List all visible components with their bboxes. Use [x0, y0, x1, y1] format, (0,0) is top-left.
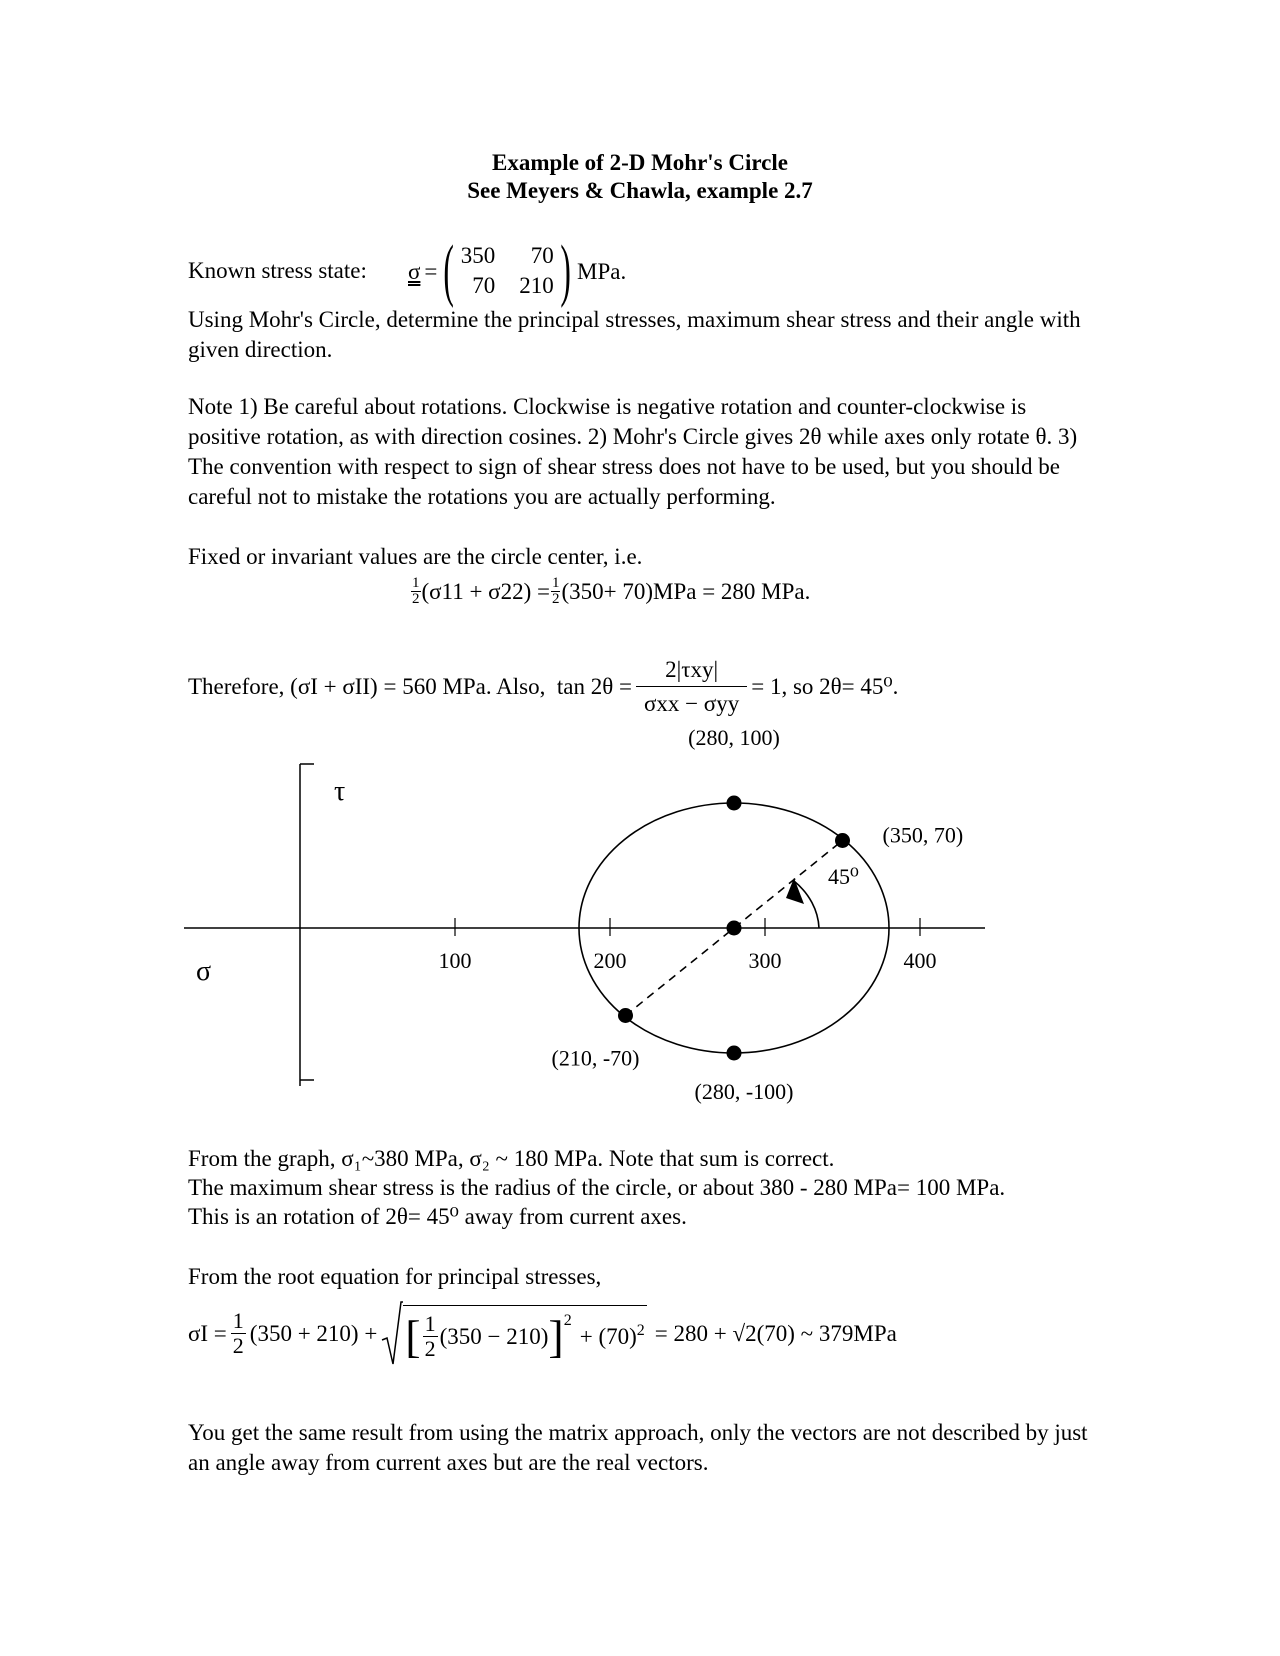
stress-matrix-equation [408, 232, 627, 309]
note-paragraph: Note 1) Be careful about rotations. Clockwise is negative rotation and counter-clockwise is positive rotation, as with direction cosines. 2) Mohr's Circle gives 2θ while axes only rotate θ. 3) The convention with respect to sign of shear stress does not have to be used, but you should be careful not to mistake the rotations you are actually performing. [188, 394, 1078, 509]
x-tick-label: 200 [593, 948, 627, 973]
half-fraction: $\frac{1}{2}$ [551, 575, 560, 607]
therefore-lead: Therefore, [188, 674, 285, 699]
sqrt-icon [381, 1300, 403, 1366]
center-value-expression: (350+ 70)MPa = 280 MPa. [561, 579, 811, 604]
data-point [835, 833, 850, 848]
shear-term: + (70) [579, 1324, 637, 1349]
data-point [727, 796, 742, 811]
result-line-3: This is an rotation of 2θ= 45⁰ away from current axes. [188, 1204, 687, 1229]
square-exponent: 2 [563, 1312, 572, 1329]
data-point [727, 1046, 742, 1061]
shear-exponent: 2 [636, 1322, 645, 1339]
matrix-cell: 210 [519, 273, 554, 298]
sigma-sum-expression: (σ11 + σ22) = [421, 579, 550, 604]
tan-denominator: σxx − σyy [643, 691, 740, 716]
principal-sum: (σI + σII) = 560 MPa [290, 674, 486, 699]
sigma-tensor-symbol: σ [408, 258, 421, 284]
half-fraction: $\frac{1}{2}$ [412, 575, 420, 607]
matrix-cell: 350 [460, 243, 496, 268]
tan-fraction [636, 655, 747, 718]
mean-term: (350 + 210) + [249, 1320, 378, 1346]
invariant-intro: Fixed or invariant values are the circle center, i.e. [188, 544, 643, 569]
tan-numerator: 2|τxy| [636, 655, 747, 687]
also-text: . Also, [485, 674, 546, 699]
sigma-axis-label: σ [196, 956, 212, 987]
tan-label: tan 2θ = [556, 674, 632, 699]
page-subtitle: See Meyers & Chawla, example 2.7 [467, 178, 813, 203]
root-equation [188, 1300, 897, 1366]
half-fraction: $\frac{1}{2}$ [232, 1307, 244, 1358]
half-fraction: $\frac{1}{2}$ [424, 1311, 436, 1361]
tan-result: = 1, so 2θ= 45⁰. [751, 674, 899, 699]
invariant-equation [410, 576, 810, 607]
stress-matrix [437, 232, 577, 309]
angle-arrowhead [786, 878, 804, 904]
result-line-2: The maximum shear stress is the radius of the circle, or about 380 - 280 MPa= 100 MPa. [188, 1175, 1006, 1200]
point-label: (280, 100) [688, 725, 780, 750]
tau-axis-label: τ [334, 776, 346, 807]
right-paren: ) [560, 232, 571, 309]
equals-sign: = [424, 258, 438, 284]
data-point [727, 921, 742, 936]
period: . [620, 258, 627, 284]
stress-state-label: Known stress state: [188, 258, 367, 283]
result-line-1: From the graph, σ₁~380 MPa, σ₂ ~ 180 MPa. Note that sum is correct. [188, 1146, 835, 1171]
left-paren: ( [443, 232, 455, 309]
point-label: (210, -70) [551, 1045, 640, 1071]
sigma-one-lhs: σI = [188, 1320, 227, 1346]
unit-label: MPa [577, 258, 621, 284]
left-bracket: [ [405, 1310, 421, 1362]
task-paragraph: Using Mohr's Circle, determine the principal stresses, maximum shear stress and their angle with given direction. [188, 307, 1081, 362]
matrix-cell: 70 [472, 273, 496, 298]
point-label: (280, -100) [694, 1079, 794, 1104]
x-tick-label: 400 [903, 948, 937, 973]
therefore-line [188, 655, 898, 718]
right-bracket: ] [548, 1310, 564, 1362]
page-title: Example of 2-D Mohr's Circle [492, 150, 788, 175]
x-tick-label: 100 [438, 948, 472, 973]
data-point [618, 1008, 633, 1023]
angle-label: 45⁰ [828, 864, 859, 889]
root-result: = 280 + √2(70) ~ 379MPa [654, 1320, 897, 1346]
closing-paragraph: You get the same result from using the matrix approach, only the vectors are not described by just an angle away from current axes but are the real vectors. [188, 1420, 1088, 1475]
root-intro: From the root equation for principal stresses, [188, 1264, 602, 1289]
x-tick-label: 300 [748, 948, 782, 973]
mohr-circle-chart [0, 725, 1280, 1104]
matrix-cell: 70 [530, 243, 554, 268]
difference-term: (350 − 210) [439, 1324, 549, 1349]
point-label: (350, 70) [882, 822, 964, 848]
sqrt-expression [381, 1300, 647, 1366]
